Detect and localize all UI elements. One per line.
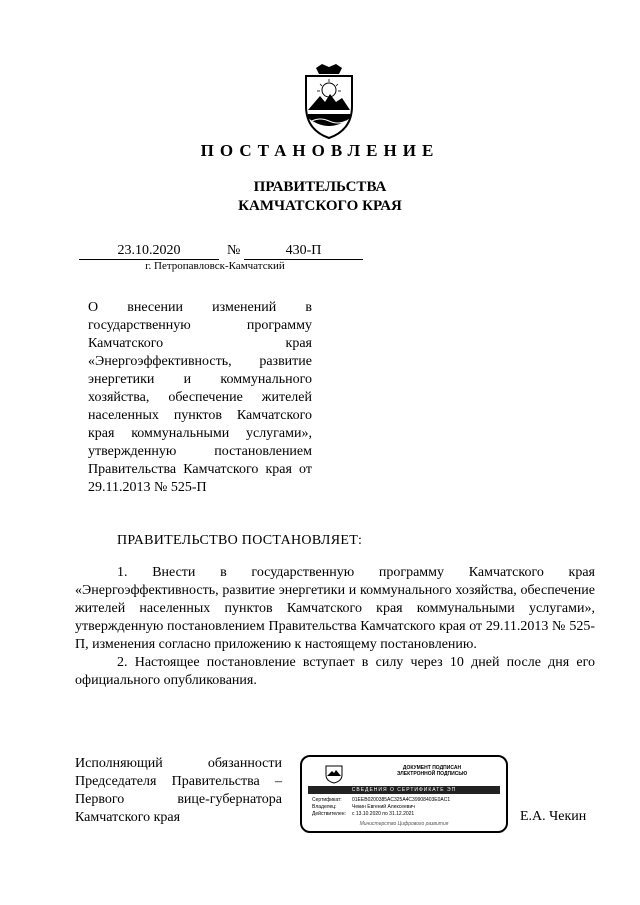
number-sign: № (227, 243, 241, 258)
paragraph-2: 2. Настоящее постановление вступает в силу через 10 дней после дня его официального опубликования. (75, 655, 595, 688)
document-type-title: ПОСТАНОВЛЕНИЕ (200, 141, 440, 160)
document-number: 430-П (244, 242, 363, 260)
stamp-title-line-1: ДОКУМЕНТ ПОДПИСАН (402, 765, 462, 771)
document-subject: О внесении изменений в государственную программу Камчатского края «Энергоэффективность, развитие энергетики и коммунального хозяйства, обеспечение жителей населенных пунктов Камчатского края коммунальными услугами», утвержденную постановлением Правительства Камчатского края от 29.11.2013 № 525-П (88, 300, 312, 495)
electronic-signature-stamp (300, 755, 508, 833)
stamp-certificate-header: СВЕДЕНИЯ О СЕРТИФИКАТЕ ЭП (308, 786, 500, 794)
stamp-footer: Министерство Цифрового развития (359, 821, 449, 827)
document-body (75, 564, 595, 690)
owner-label: Владелец: (312, 804, 337, 810)
valid-value: с 13.10.2020 по 31.12.2021 (352, 811, 415, 817)
stamp-title (362, 765, 502, 777)
stamp-details (312, 797, 450, 818)
owner-value: Чекин Евгений Алексеевич (352, 804, 415, 810)
cert-label: Сертификат: (312, 797, 342, 803)
coat-of-arms-icon (298, 62, 360, 140)
signer-position (75, 755, 282, 827)
signer-line-4: Камчатского края (75, 810, 181, 825)
issuer-heading (0, 178, 640, 216)
signer-name: Е.А. Чекин (520, 809, 587, 824)
paragraph-1: 1. Внести в государственную программу Камчатского края «Энергоэффективность, развитие энергетики и коммунального хозяйства, обеспечение жителей населенных пунктов Камчатского края коммунальными услугами», утвержденную постановлением Правительства Камчатского края от 29.11.2013 № 525-П, изменения согласно приложению к настоящему постановлению. (75, 565, 595, 652)
resolution-heading: ПРАВИТЕЛЬСТВО ПОСТАНОВЛЯЕТ: (117, 533, 363, 548)
signer-line-3: Первого вице-губернатора (75, 792, 282, 807)
stamp-title-line-2: ЭЛЕКТРОННОЙ ПОДПИСЬЮ (396, 771, 468, 777)
cert-value: 01EEB0200385AC325A4C39908403E0AC1 (352, 797, 451, 803)
signer-line-2: Председателя Правительства – (75, 774, 282, 789)
document-date: 23.10.2020 (79, 242, 219, 260)
valid-label: Действителен: (312, 811, 346, 817)
stamp-emblem-icon (324, 764, 344, 784)
signer-line-1: Исполняющий обязанности (75, 756, 282, 771)
issuer-line-2: КАМЧАТСКОГО КРАЯ (238, 198, 402, 214)
issuer-line-1: ПРАВИТЕЛЬСТВА (253, 179, 387, 195)
city-name: г. Петропавловск-Камчатский (145, 260, 285, 272)
city-line (0, 260, 640, 272)
